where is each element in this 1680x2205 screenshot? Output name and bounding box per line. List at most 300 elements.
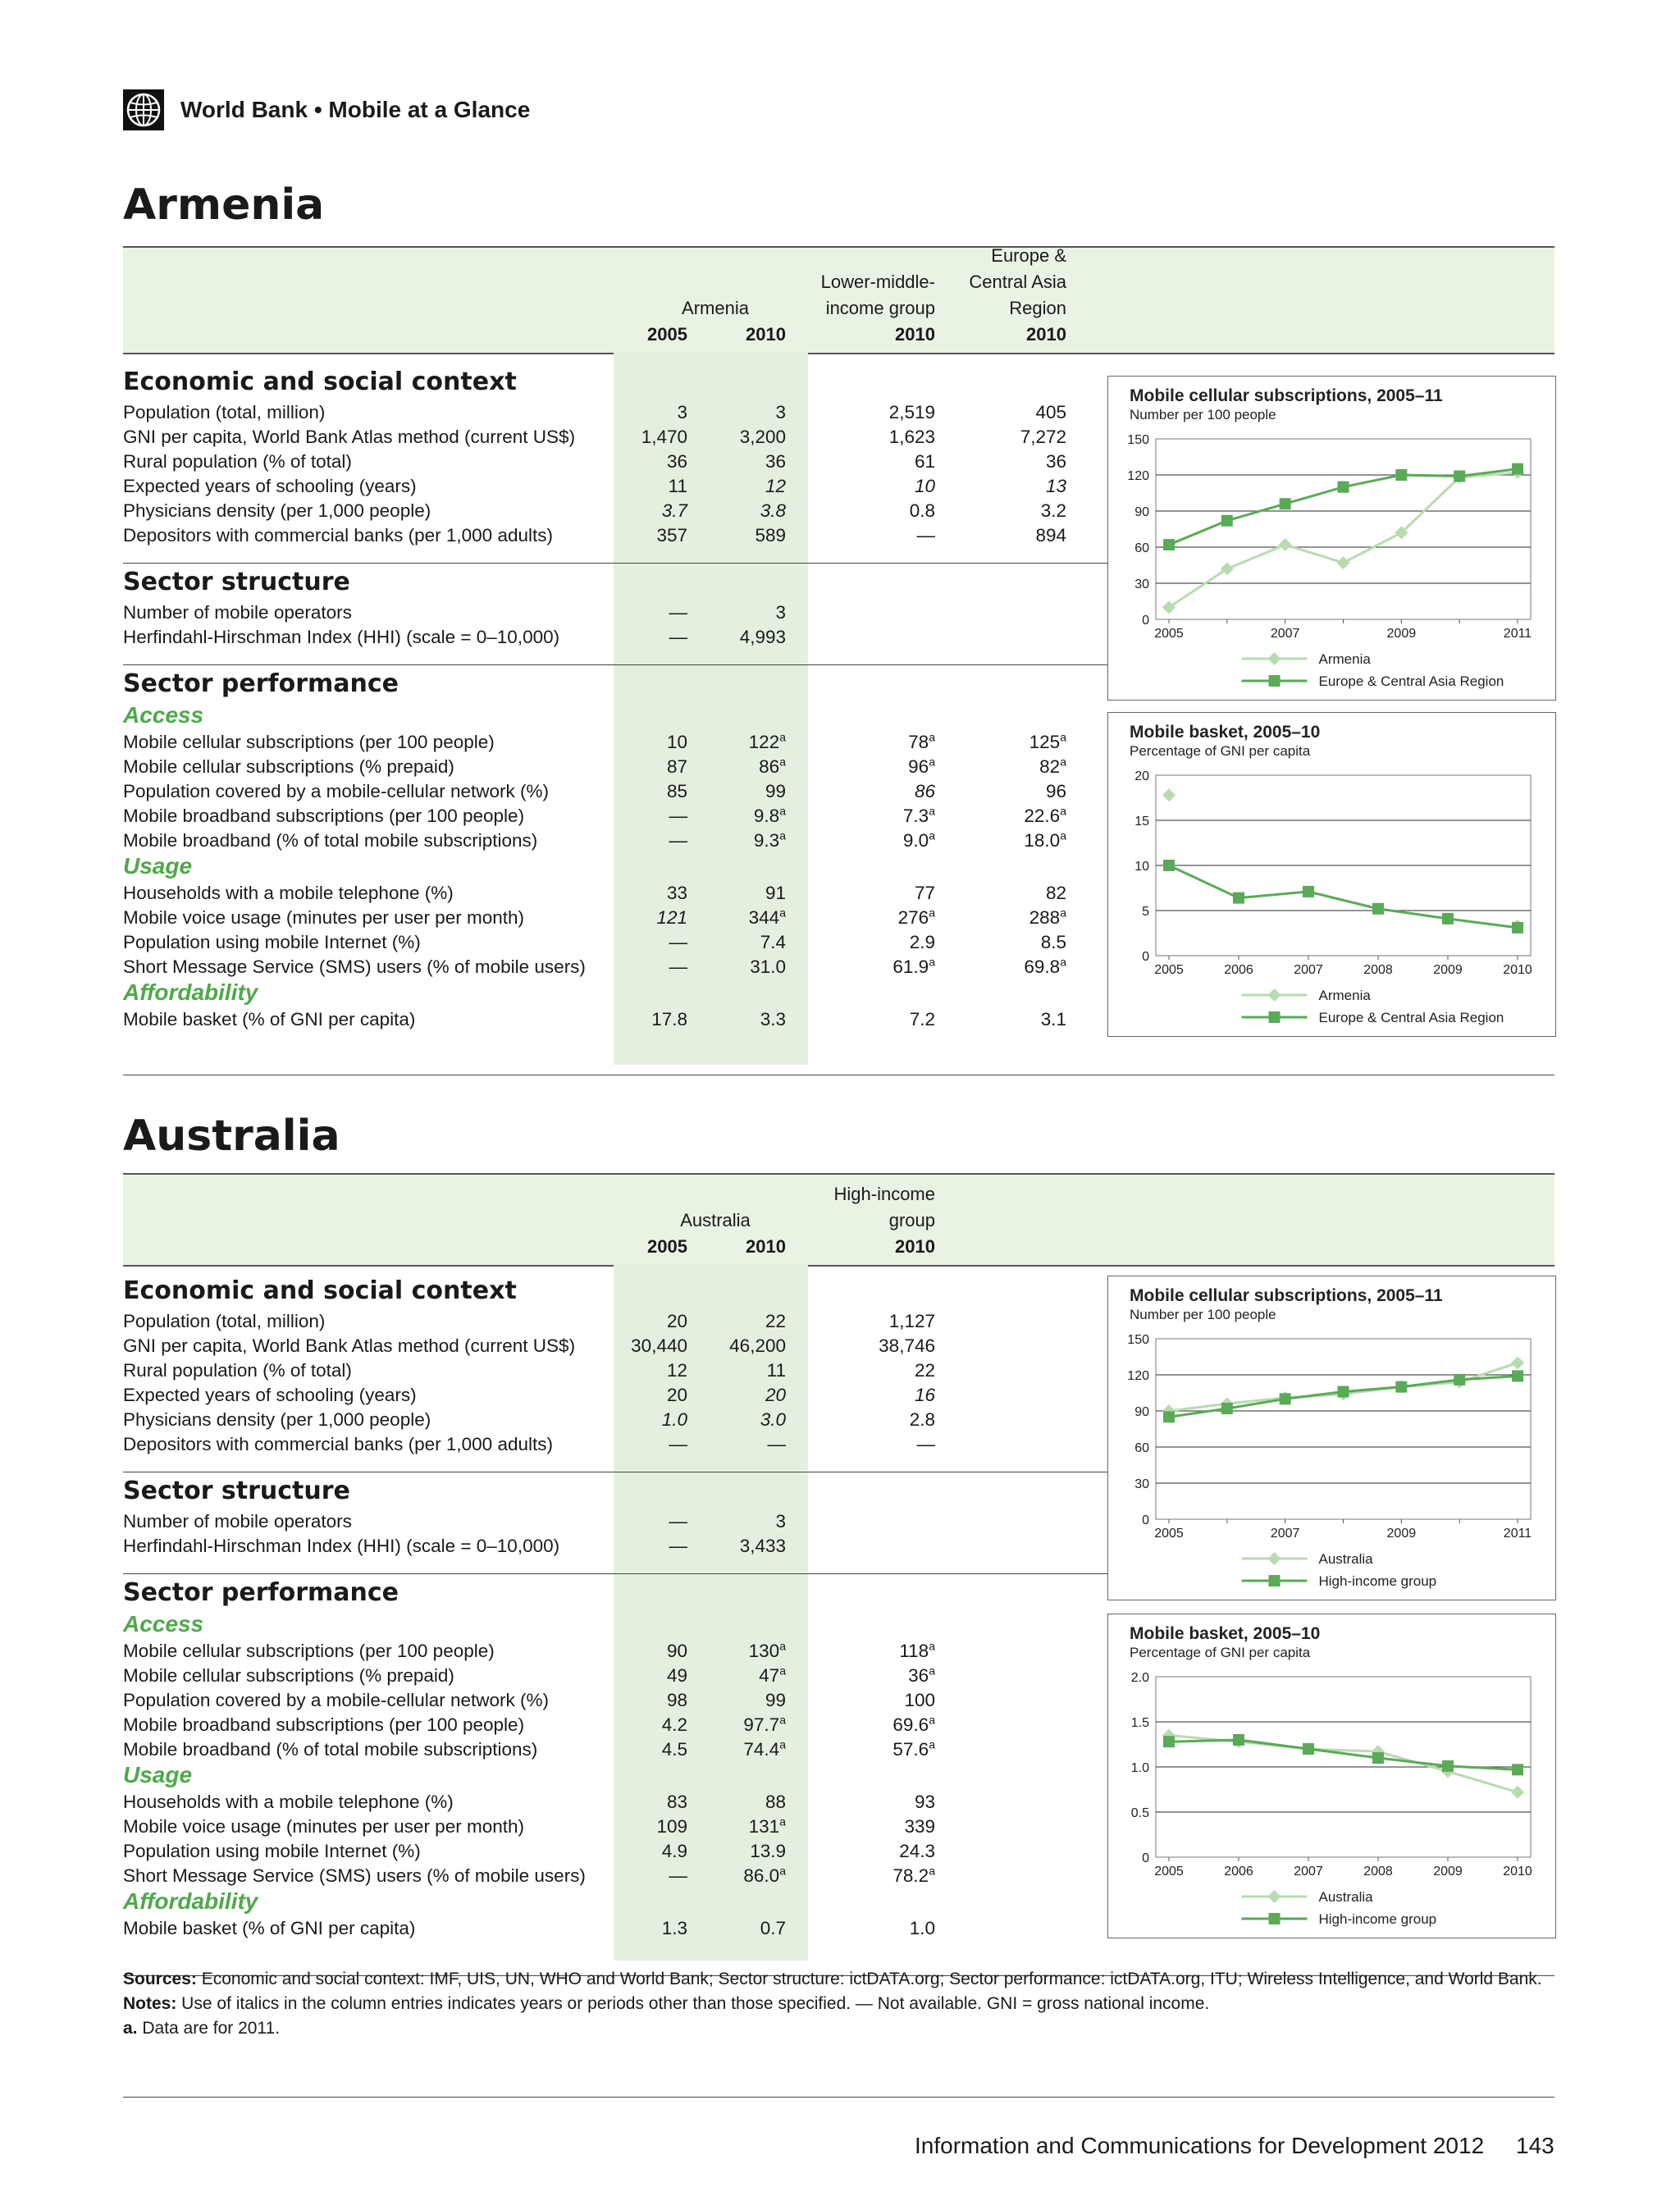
cell-value: 7.4 [760, 932, 786, 952]
row-label: Short Message Service (SMS) users (% of mobile users) [123, 956, 586, 977]
cell-value: 7,272 [1020, 427, 1066, 447]
table-row [123, 930, 1075, 955]
cell-value: 13.9 [750, 1841, 786, 1861]
chart-subtitle: Number per 100 people [1130, 1307, 1276, 1322]
section-title: Economic and social context [123, 368, 517, 396]
cell-value: 57.6$^a$ [892, 1737, 935, 1760]
x-tick-label: 2005 [1154, 963, 1184, 977]
cell-value: — [669, 627, 687, 647]
row-label: Number of mobile operators [123, 1511, 352, 1532]
cell-value: 3,433 [739, 1536, 786, 1556]
row-label: Mobile voice usage (minutes per user per month) [123, 1816, 524, 1837]
country-title: Australia [123, 1112, 340, 1161]
cell-value: 30,440 [631, 1335, 687, 1356]
y-tick-label: 0.5 [1130, 1806, 1149, 1820]
y-tick-label: 30 [1134, 578, 1149, 591]
cell-value: 96$^a$ [908, 755, 935, 777]
cell-value: 894 [1035, 525, 1066, 546]
table-row [123, 829, 1075, 853]
y-tick-label: 150 [1127, 1333, 1149, 1347]
series-line [1169, 469, 1518, 545]
row-label: Rural population (% of total) [123, 451, 352, 472]
x-tick-label: 2009 [1433, 963, 1463, 977]
cell-value: — [767, 1434, 786, 1454]
cell-value: 9.3$^a$ [753, 829, 786, 851]
cell-value: 1,470 [641, 427, 687, 447]
cell-value: 17.8 [651, 1009, 687, 1029]
data-point [1221, 515, 1233, 527]
cell-value: 47$^a$ [759, 1664, 786, 1686]
table-row [123, 1334, 1075, 1358]
cell-value: 276$^a$ [897, 906, 935, 928]
data-point [1163, 1736, 1175, 1747]
subsection-title: Affordability [123, 979, 258, 1005]
table-row [123, 425, 1075, 450]
cell-value: 3 [775, 402, 786, 422]
y-tick-label: 30 [1134, 1477, 1149, 1491]
cell-value: 61 [914, 451, 935, 472]
section-title: Economic and social context [123, 1276, 517, 1305]
cell-value: 589 [755, 525, 786, 546]
cell-value: 10 [914, 476, 935, 496]
y-tick-label: 60 [1134, 1441, 1149, 1455]
cell-value: 3,200 [739, 427, 786, 447]
series-line [1169, 1736, 1518, 1792]
cell-value: 38,746 [879, 1335, 935, 1356]
row-label: Herfindahl-Hirschman Index (HHI) (scale = 0–10,000) [123, 627, 560, 647]
table-row [123, 523, 1075, 548]
data-point [1280, 1393, 1291, 1404]
column-label: Europe & [991, 245, 1066, 266]
section-title: Sector performance [123, 1578, 399, 1607]
cell-value: 100 [904, 1690, 935, 1710]
cell-value: — [669, 1511, 687, 1532]
cell-value: 3.0 [760, 1409, 786, 1430]
data-point [1221, 1403, 1233, 1414]
table-row [123, 1309, 1075, 1334]
row-label: Mobile broadband subscriptions (per 100 people) [123, 1714, 525, 1735]
y-tick-label: 10 [1134, 860, 1149, 874]
column-year: 2010 [1026, 324, 1066, 345]
table-row [123, 1688, 1075, 1713]
chart-svg [1108, 1276, 1555, 1600]
y-tick-label: 1.0 [1130, 1761, 1149, 1775]
cell-value: — [669, 830, 687, 851]
x-tick-label: 2011 [1503, 1527, 1532, 1541]
x-tick-label: 2005 [1154, 627, 1184, 641]
table-row [123, 1007, 1075, 1032]
cell-value: 12 [765, 476, 786, 496]
cell-value: 46,200 [729, 1335, 786, 1356]
x-tick-label: 2011 [1503, 627, 1532, 641]
row-label: Mobile broadband (% of total mobile subscriptions) [123, 1739, 538, 1760]
cell-value: 4.9 [661, 1841, 687, 1861]
cell-value: 87 [666, 756, 687, 777]
cell-value: 78$^a$ [908, 730, 935, 752]
table-row [123, 955, 1075, 979]
legend-label: High-income group [1318, 1911, 1437, 1927]
cell-value: 3.3 [760, 1009, 786, 1029]
x-tick-label: 2005 [1154, 1865, 1184, 1879]
x-tick-label: 2010 [1503, 963, 1532, 977]
legend-label: Europe & Central Asia Region [1318, 1010, 1504, 1025]
cell-value: 93 [914, 1792, 935, 1812]
cell-value: 2,519 [888, 402, 935, 422]
table-row [123, 906, 1075, 930]
column-year: 2010 [895, 324, 935, 345]
y-tick-label: 0 [1142, 1851, 1149, 1865]
cell-value: 7.3$^a$ [902, 804, 935, 826]
bottom-rule [123, 2097, 1554, 2098]
cell-value: 0.8 [909, 500, 935, 521]
data-point [1303, 886, 1314, 897]
row-label: Population covered by a mobile-cellular network (%) [123, 781, 549, 801]
row-label: Mobile broadband subscriptions (per 100 people) [123, 806, 525, 826]
cell-value: 4.2 [661, 1714, 687, 1735]
cell-value: 69.6$^a$ [892, 1713, 935, 1735]
column-group-label: Armenia [682, 298, 749, 318]
table-row [123, 1432, 1075, 1457]
cell-value: 11 [766, 1360, 786, 1381]
cell-value: 3.7 [661, 500, 687, 521]
legend-label: Armenia [1318, 988, 1371, 1003]
footnotes [123, 1967, 1554, 2041]
data-point [1279, 538, 1292, 551]
section-divider [123, 664, 1198, 665]
row-label: Depositors with commercial banks (per 1,000 adults) [123, 525, 553, 546]
chart-svg [1108, 377, 1555, 700]
chart-title: Mobile cellular subscriptions, 2005–11 [1130, 1286, 1443, 1305]
y-tick-label: 0 [1142, 614, 1149, 628]
cell-value: 9.8$^a$ [753, 804, 786, 826]
y-tick-label: 120 [1127, 1369, 1149, 1383]
y-tick-label: 120 [1127, 469, 1149, 483]
table-row [123, 1815, 1075, 1839]
cell-value: 20 [666, 1311, 687, 1331]
data-point [1338, 482, 1349, 493]
cell-value: 86.0$^a$ [743, 1864, 786, 1886]
column-group-label: Australia [680, 1210, 751, 1230]
cell-value: 36 [1045, 451, 1066, 472]
legend-label: Armenia [1318, 651, 1371, 667]
data-point [1268, 1890, 1281, 1903]
column-label: Region [1009, 298, 1066, 318]
data-point [1162, 600, 1176, 614]
table-row [123, 1408, 1075, 1432]
table-row [123, 1358, 1075, 1383]
table-row [123, 1737, 1075, 1762]
chart-svg [1108, 1614, 1555, 1938]
data-point [1512, 1370, 1523, 1381]
legend-label: Australia [1318, 1551, 1373, 1567]
data-point [1233, 1734, 1244, 1746]
cell-value: 3.2 [1040, 500, 1066, 521]
cell-value: 4.5 [661, 1739, 687, 1760]
chart-svg [1108, 713, 1555, 1036]
x-tick-label: 2009 [1386, 1527, 1417, 1541]
row-label: Mobile broadband (% of total mobile subscriptions) [123, 830, 538, 851]
data-point [1163, 860, 1175, 871]
section-title: Sector performance [123, 669, 399, 698]
cell-value: — [916, 1434, 935, 1454]
row-label: Mobile cellular subscriptions (% prepaid) [123, 756, 454, 777]
cell-value: 3 [775, 602, 786, 623]
data-point [1512, 1764, 1523, 1775]
y-tick-label: 20 [1134, 769, 1149, 783]
cell-value: 9.0$^a$ [902, 829, 935, 851]
x-tick-label: 2005 [1154, 1527, 1184, 1541]
x-tick-label: 2007 [1270, 627, 1300, 641]
chart-subtitle: Percentage of GNI per capita [1130, 1645, 1311, 1660]
column-year: 2005 [647, 1236, 687, 1257]
table-row [123, 625, 1075, 650]
data-point [1442, 913, 1454, 924]
row-label: Population (total, million) [123, 402, 326, 422]
data-point [1372, 1752, 1384, 1764]
cell-value: 288$^a$ [1029, 906, 1066, 928]
cell-value: 16 [914, 1385, 935, 1405]
column-label: Lower-middle- [820, 272, 935, 292]
data-point [1511, 1356, 1524, 1369]
row-label: Households with a mobile telephone (%) [123, 1792, 454, 1812]
row-label: Mobile voice usage (minutes per user per month) [123, 907, 524, 928]
x-tick-label: 2009 [1386, 627, 1417, 641]
cell-value: 12 [666, 1360, 687, 1381]
chart-title: Mobile cellular subscriptions, 2005–11 [1130, 386, 1443, 405]
table-row [123, 779, 1075, 804]
series-line [1169, 865, 1518, 928]
y-tick-label: 90 [1134, 505, 1149, 519]
data-point [1511, 1786, 1524, 1799]
y-tick-label: 5 [1142, 905, 1149, 919]
data-point [1512, 922, 1523, 934]
row-label: Population using mobile Internet (%) [123, 1841, 421, 1861]
cell-value: 11 [668, 476, 687, 496]
cell-value: — [669, 1865, 687, 1886]
sources-note: Sources: Economic and social context: IMF, UIS, UN, WHO and World Bank; Sector structure: ictDATA.org; Sector performance: ictDATA.org, ITU; Wireless Intelligence, and World Bank. [123, 1970, 1542, 1988]
data-point [1395, 469, 1407, 481]
table-row [123, 1916, 1075, 1941]
data-point [1337, 556, 1350, 569]
page-header [123, 89, 530, 131]
x-tick-label: 2007 [1294, 1865, 1323, 1879]
column-label: group [888, 1210, 935, 1230]
data-point [1269, 1011, 1281, 1023]
chart-mobile-basket [1107, 712, 1556, 1037]
data-point [1268, 1552, 1281, 1565]
cell-value: 122$^a$ [748, 730, 786, 752]
cell-value: 20 [666, 1385, 687, 1405]
row-label: Depositors with commercial banks (per 1,000 adults) [123, 1434, 553, 1454]
cell-value: 82 [1045, 883, 1066, 903]
header-title: World Bank • Mobile at a Glance [180, 97, 531, 122]
y-tick-label: 150 [1127, 433, 1149, 447]
cell-value: 96 [1045, 781, 1066, 801]
chart-mobile-cellular-subscriptions [1107, 1276, 1556, 1600]
table-row [123, 1864, 1075, 1888]
table-row [123, 499, 1075, 523]
column-label: High-income [833, 1184, 935, 1204]
column-year: 2005 [647, 324, 687, 345]
cell-value: 3.8 [760, 500, 786, 521]
table-row [123, 1713, 1075, 1737]
table-row [123, 730, 1075, 755]
subsection-title: Access [123, 1611, 204, 1637]
cell-value: 1.0 [909, 1918, 935, 1938]
table-row [123, 1383, 1075, 1408]
column-label: income group [825, 298, 935, 318]
cell-value: 36$^a$ [908, 1664, 935, 1686]
section-title: Sector structure [123, 568, 350, 596]
data-point [1338, 1386, 1349, 1398]
data-point [1512, 463, 1523, 475]
cell-value: 131$^a$ [748, 1815, 786, 1837]
x-tick-label: 2008 [1363, 1865, 1393, 1879]
chart-subtitle: Number per 100 people [1130, 407, 1276, 422]
cell-value: 99 [765, 1690, 786, 1710]
cell-value: 22 [914, 1360, 935, 1381]
subsection-title: Affordability [123, 1888, 258, 1914]
cell-value: 85 [666, 781, 687, 801]
cell-value: 3.1 [1040, 1009, 1066, 1029]
y-tick-label: 15 [1134, 815, 1149, 829]
footer-page-number: 143 [1516, 2133, 1554, 2158]
table-row [123, 474, 1075, 499]
cell-value: 1.3 [661, 1918, 687, 1938]
series-line [1169, 1740, 1518, 1769]
cell-value: 13 [1045, 476, 1066, 496]
cell-value: 78.2$^a$ [892, 1864, 935, 1886]
data-point [1162, 788, 1176, 801]
table-row [123, 1509, 1075, 1534]
cell-value: 125$^a$ [1029, 730, 1066, 752]
x-tick-label: 2006 [1224, 1865, 1253, 1879]
subsection-title: Usage [123, 853, 193, 879]
cell-value: 130$^a$ [748, 1639, 786, 1661]
cell-value: 339 [904, 1816, 935, 1837]
cell-value: — [669, 1434, 687, 1454]
cell-value: 4,993 [739, 627, 786, 647]
cell-value: — [669, 932, 687, 952]
chart-mobile-cellular-subscriptions [1107, 376, 1556, 701]
row-label: Mobile cellular subscriptions (% prepaid) [123, 1665, 454, 1686]
row-label: Population using mobile Internet (%) [123, 932, 421, 952]
row-label: Mobile cellular subscriptions (per 100 people) [123, 732, 495, 752]
table-row [123, 881, 1075, 906]
cell-value: 82$^a$ [1039, 755, 1066, 777]
cell-value: 24.3 [899, 1841, 935, 1861]
cell-value: 86 [914, 781, 935, 801]
row-label: Expected years of schooling (years) [123, 476, 417, 496]
row-label: Population covered by a mobile-cellular network (%) [123, 1690, 549, 1710]
data-point [1395, 1381, 1407, 1393]
y-tick-label: 2.0 [1130, 1671, 1149, 1685]
row-label: Expected years of schooling (years) [123, 1385, 417, 1405]
footer-publication: Information and Communications for Development 2012 [915, 2133, 1485, 2158]
cell-value: 36 [765, 451, 786, 472]
y-tick-label: 60 [1134, 541, 1149, 555]
cell-value: 74.4$^a$ [743, 1737, 786, 1760]
data-point [1269, 1913, 1281, 1924]
row-label: Mobile cellular subscriptions (per 100 people) [123, 1641, 495, 1661]
cell-value: 2.9 [909, 932, 935, 952]
cell-value: 91 [765, 883, 786, 903]
data-point [1221, 562, 1234, 575]
legend-label: Europe & Central Asia Region [1318, 673, 1504, 689]
cell-value: 83 [666, 1792, 687, 1812]
row-label: Number of mobile operators [123, 602, 352, 623]
table-row [123, 804, 1075, 829]
section-title: Sector structure [123, 1477, 350, 1505]
cell-value: 7.2 [909, 1009, 935, 1029]
plot-frame [1156, 439, 1531, 619]
cell-value: 10 [666, 732, 687, 752]
column-year: 2010 [895, 1236, 935, 1257]
chart-title: Mobile basket, 2005–10 [1130, 723, 1321, 742]
cell-value: 344$^a$ [748, 906, 786, 928]
data-point [1268, 988, 1281, 1002]
data-point [1442, 1760, 1454, 1772]
cell-value: 3 [677, 402, 687, 422]
section-divider [123, 1573, 1198, 1574]
cell-value: 0.7 [760, 1918, 786, 1938]
table-row [123, 755, 1075, 779]
world-bank-globe-icon [123, 89, 164, 130]
data-point [1280, 498, 1291, 509]
data-point [1233, 892, 1244, 904]
cell-value: 20 [765, 1385, 786, 1405]
legend-label: High-income group [1318, 1573, 1437, 1589]
data-point [1269, 675, 1281, 687]
row-label: Population (total, million) [123, 1311, 326, 1331]
row-label: Physicians density (per 1,000 people) [123, 1409, 431, 1430]
y-tick-label: 0 [1142, 950, 1149, 964]
cell-value: 99 [765, 781, 786, 801]
row-label: Physicians density (per 1,000 people) [123, 500, 431, 521]
data-point [1454, 470, 1465, 482]
data-point [1269, 1575, 1281, 1586]
cell-value: 18.0$^a$ [1024, 829, 1066, 851]
x-tick-label: 2010 [1503, 1865, 1532, 1879]
column-year: 2010 [746, 324, 786, 345]
cell-value: 118$^a$ [899, 1639, 935, 1661]
cell-value: 86$^a$ [759, 755, 786, 777]
cell-value: 357 [656, 525, 687, 546]
cell-value: — [669, 956, 687, 977]
country-title: Armenia [123, 180, 325, 230]
cell-value: — [669, 806, 687, 826]
cell-value: — [669, 1536, 687, 1556]
cell-value: 88 [765, 1792, 786, 1812]
cell-value: 22.6$^a$ [1024, 804, 1066, 826]
cell-value: — [916, 525, 935, 546]
data-point [1163, 539, 1175, 550]
notes-note: Notes: Use of italics in the column entries indicates years or periods other than those specified. — Not available. GNI = gross national income. [123, 1994, 1210, 2013]
footnote-a: a. Data are for 2011. [123, 2019, 281, 2038]
data-point [1303, 1743, 1314, 1755]
cell-value: 77 [914, 883, 935, 903]
series-line [1169, 472, 1518, 607]
plot-frame [1156, 1339, 1531, 1519]
x-tick-label: 2009 [1433, 1865, 1463, 1879]
cell-value: 2.8 [909, 1409, 935, 1430]
cell-value: 98 [666, 1690, 687, 1710]
chart-title: Mobile basket, 2005–10 [1130, 1624, 1321, 1643]
cell-value: 1,127 [888, 1311, 935, 1331]
table-row [123, 1839, 1075, 1864]
y-tick-label: 1.5 [1130, 1716, 1149, 1730]
cell-value: 69.8$^a$ [1024, 955, 1066, 977]
